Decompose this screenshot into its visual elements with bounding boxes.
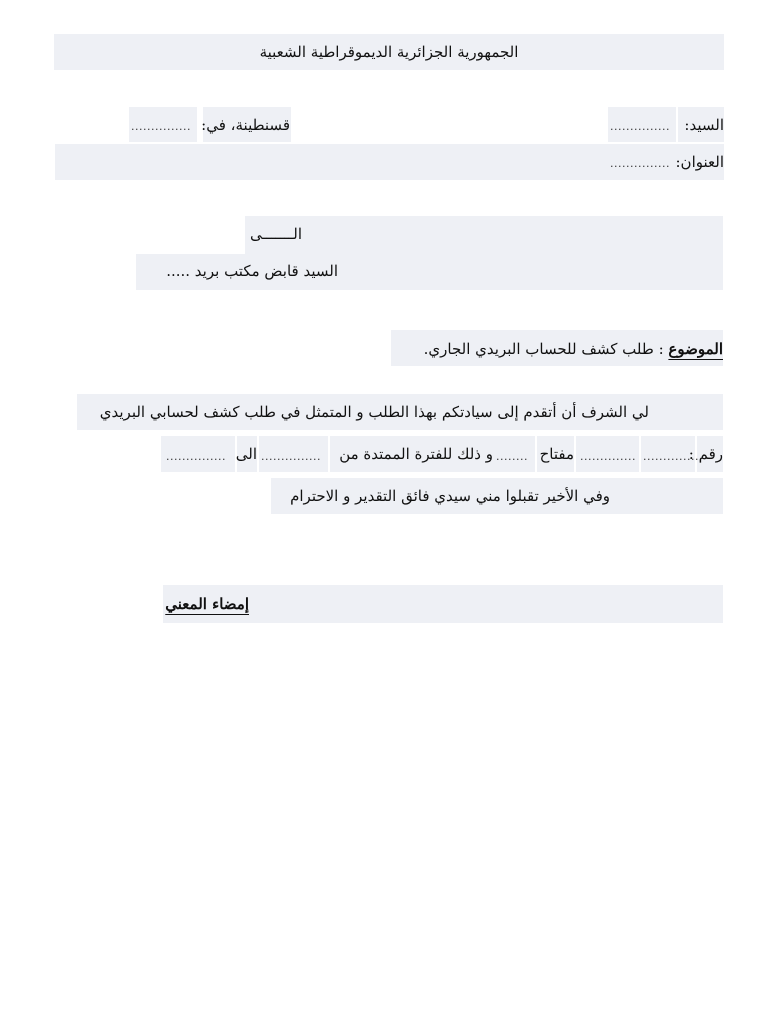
key-dots[interactable]: ........ — [496, 450, 528, 463]
signature-label: إمضاء المعني — [165, 595, 249, 613]
recipient-to: الـــــــى — [249, 225, 302, 243]
number-label: رقم : — [688, 445, 723, 463]
mid-dots[interactable]: .............. — [580, 450, 636, 463]
name-label: السيد: — [684, 116, 724, 134]
date-dots[interactable]: ............... — [131, 120, 191, 133]
subject-separator: : — [658, 340, 669, 358]
to-label: الى — [235, 445, 257, 463]
address-label: العنوان: — [675, 153, 724, 171]
address-dots[interactable]: ............... — [610, 157, 670, 170]
key-label: مفتاح — [539, 445, 574, 463]
from-dots[interactable]: ............... — [261, 450, 321, 463]
subject-text: طلب كشف للحساب البريدي الجاري. — [423, 340, 654, 358]
subject-label: الموضوع — [668, 340, 723, 358]
body-line3: وفي الأخير تقبلوا مني سيدي فائق التقدير و الاحترام — [290, 487, 610, 505]
city-date-label: قسنطينة، في: — [201, 116, 290, 134]
number-dots[interactable]: .............. — [643, 450, 699, 463]
period-text: و ذلك للفترة الممتدة من — [339, 445, 493, 463]
republic-heading: الجمهورية الجزائرية الديموقراطية الشعبية — [259, 43, 519, 61]
name-dots[interactable]: ............... — [610, 120, 670, 133]
subject-line — [424, 339, 723, 359]
to-dots[interactable]: ............... — [166, 450, 226, 463]
body-line1: لي الشرف أن أتقدم إلى سيادتكم بهذا الطلب و المتمثل في طلب كشف لحسابي البريدي — [99, 403, 649, 421]
recipient-field — [245, 216, 723, 254]
recipient-name: السيد قابض مكتب بريد ..... — [166, 262, 338, 280]
